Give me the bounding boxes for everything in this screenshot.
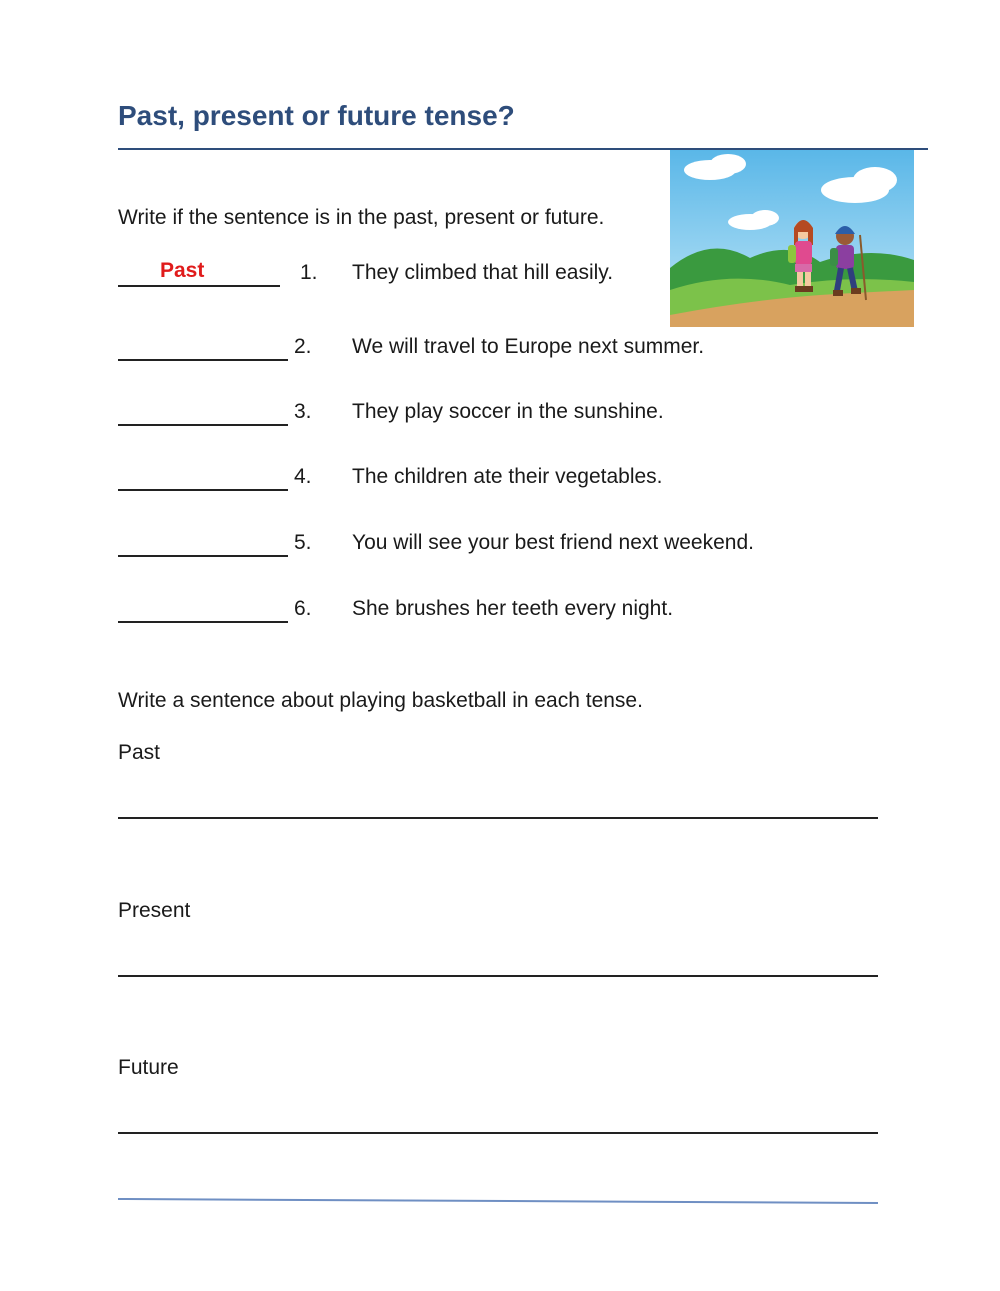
page-title: Past, present or future tense? bbox=[118, 100, 515, 131]
write-line-future[interactable] bbox=[118, 1132, 878, 1134]
item-number: 3. bbox=[294, 400, 312, 423]
item-sentence: We will travel to Europe next summer. bbox=[352, 335, 705, 358]
tense-label-past: Past bbox=[118, 741, 161, 764]
answer-blank[interactable] bbox=[118, 531, 288, 557]
answer-blank[interactable] bbox=[118, 465, 288, 491]
instructions-tense-identification: Write if the sentence is in the past, present or future. bbox=[118, 206, 605, 229]
answer-blank[interactable] bbox=[118, 597, 288, 623]
item-sentence: She brushes her teeth every night. bbox=[352, 597, 674, 620]
item-number: 5. bbox=[294, 531, 312, 554]
item-number: 4. bbox=[294, 465, 312, 488]
two-kids-hiking-on-hill-icon bbox=[670, 150, 914, 327]
item-sentence: They play soccer in the sunshine. bbox=[352, 400, 664, 423]
item-number: 1. bbox=[300, 261, 318, 284]
item-number: 6. bbox=[294, 597, 312, 620]
list-item bbox=[118, 465, 818, 495]
answer-blank[interactable] bbox=[118, 400, 288, 426]
list-item bbox=[118, 597, 818, 627]
footer-divider bbox=[118, 1198, 878, 1204]
list-item bbox=[118, 261, 678, 291]
list-item bbox=[118, 335, 818, 365]
list-item bbox=[118, 531, 838, 561]
list-item bbox=[118, 400, 818, 430]
item-number: 2. bbox=[294, 335, 312, 358]
example-answer: Past bbox=[160, 259, 205, 282]
tense-label-future: Future bbox=[118, 1056, 179, 1079]
tense-label-present: Present bbox=[118, 899, 191, 922]
answer-blank[interactable] bbox=[118, 335, 288, 361]
item-sentence: The children ate their vegetables. bbox=[352, 465, 663, 488]
item-sentence: They climbed that hill easily. bbox=[352, 261, 614, 284]
item-sentence: You will see your best friend next weekend. bbox=[352, 531, 754, 554]
write-line-present[interactable] bbox=[118, 975, 878, 977]
write-line-past[interactable] bbox=[118, 817, 878, 819]
instructions-write-sentences: Write a sentence about playing basketball in each tense. bbox=[118, 689, 643, 712]
